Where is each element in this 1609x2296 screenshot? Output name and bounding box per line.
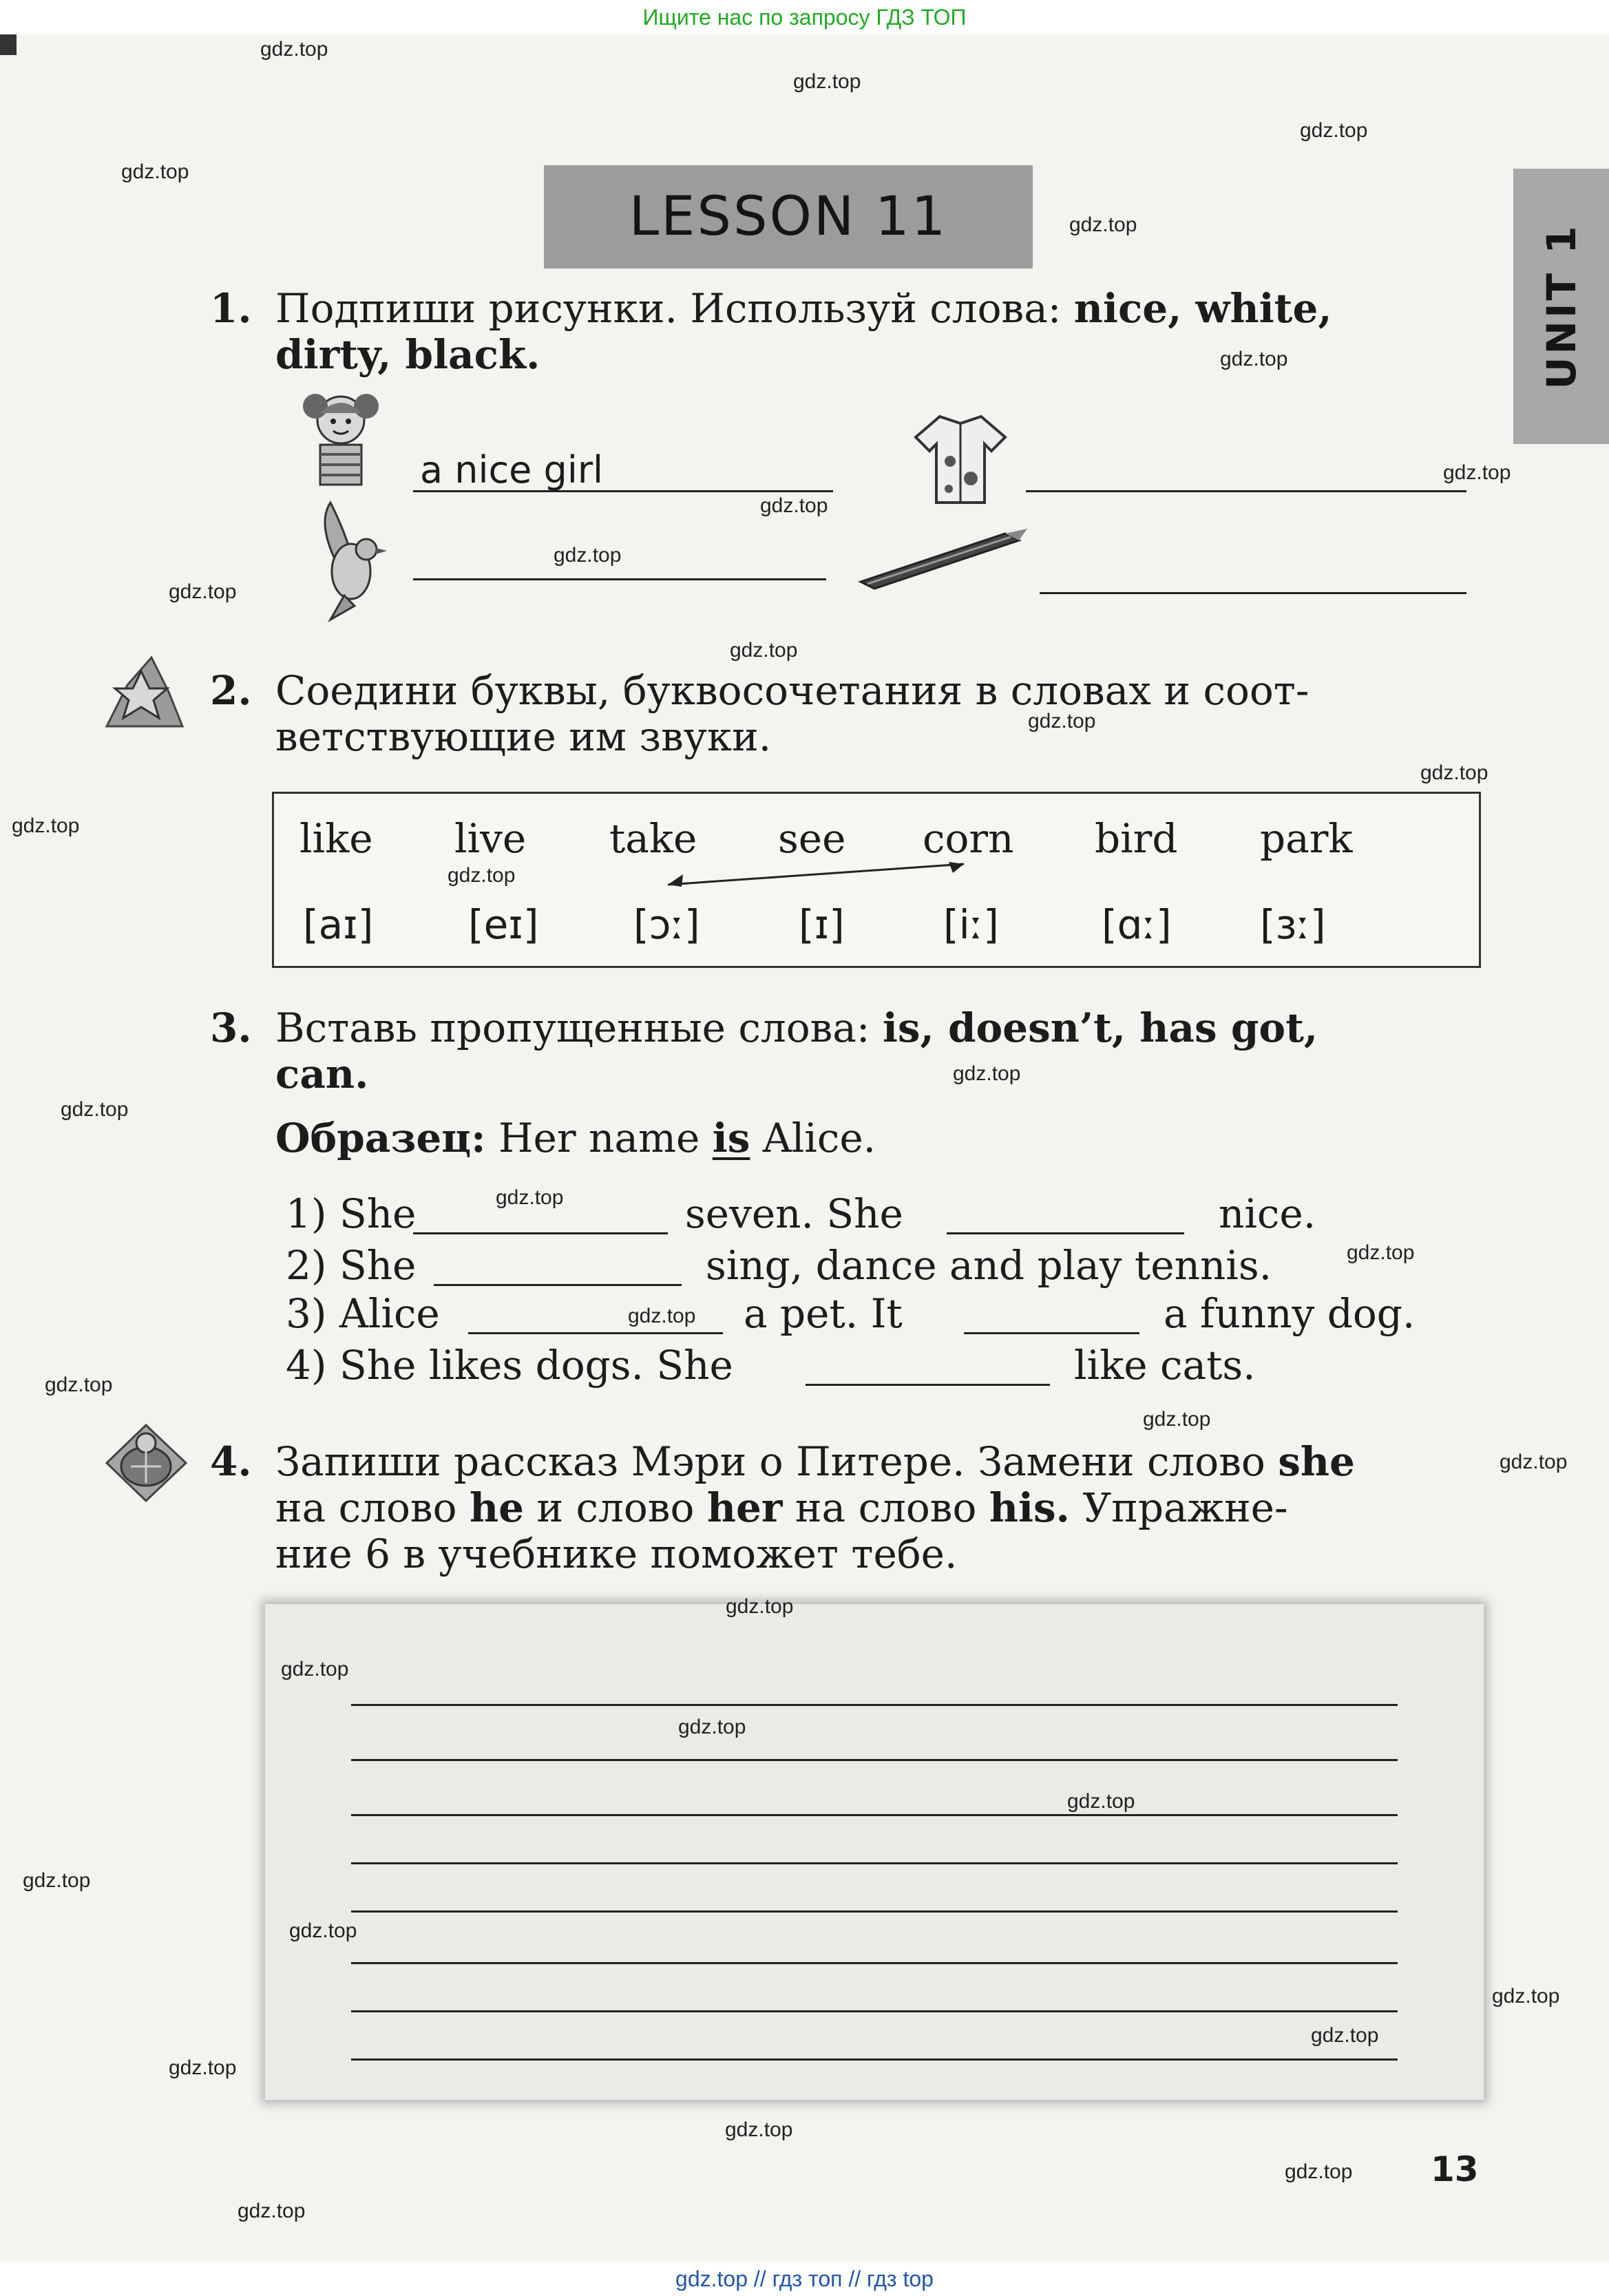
watermark[interactable]: gdz.top xyxy=(730,639,798,662)
watermark[interactable]: gdz.top xyxy=(628,1305,696,1327)
ex2-word-corn[interactable]: corn xyxy=(923,815,1014,862)
watermark[interactable]: gdz.top xyxy=(1300,119,1368,142)
watermark[interactable]: gdz.top xyxy=(1285,2160,1353,2183)
ex1-instruction: Подпиши рисунки. Используй слова: nice, white, xyxy=(275,285,1332,332)
watermark[interactable]: gdz.top xyxy=(793,70,861,93)
ex3-item2-b: sing, dance and play tennis. xyxy=(706,1242,1272,1289)
ex3-item3-b: a pet. It xyxy=(744,1290,903,1337)
ex3-item1-c: nice. xyxy=(1219,1190,1316,1237)
girl-icon xyxy=(289,386,392,489)
turtle-icon xyxy=(100,1418,193,1508)
ex2-instruction-line2: ветствующие им звуки. xyxy=(275,713,772,760)
ex4-line-5[interactable] xyxy=(351,1910,1398,1913)
watermark[interactable]: gdz.top xyxy=(169,2056,237,2079)
watermark[interactable]: gdz.top xyxy=(61,1098,129,1121)
page-number: 13 xyxy=(1431,2149,1479,2189)
ex2-word-park[interactable]: park xyxy=(1260,815,1353,862)
watermark[interactable]: gdz.top xyxy=(281,1658,349,1681)
ex2-sound-ai[interactable]: [aɪ] xyxy=(303,901,374,948)
ex4-line-4[interactable] xyxy=(351,1862,1398,1864)
watermark[interactable]: gdz.top xyxy=(1420,761,1489,784)
ex4-writing-area[interactable] xyxy=(265,1604,1484,2100)
ex2-sound-a-long[interactable]: [ɑː] xyxy=(1102,901,1172,948)
ex2-sound-i-short[interactable]: [ɪ] xyxy=(799,901,845,948)
watermark[interactable]: gdz.top xyxy=(1443,461,1511,484)
ex4-line-2[interactable] xyxy=(351,1759,1398,1761)
watermark[interactable]: gdz.top xyxy=(23,1869,91,1892)
ex1-answer-girl: a nice girl xyxy=(420,448,604,492)
ex4-instruction-line3: ние 6 в учебнике поможет тебе. xyxy=(275,1530,958,1577)
watermark[interactable]: gdz.top xyxy=(496,1186,564,1209)
watermark[interactable]: gdz.top xyxy=(678,1716,746,1738)
ex3-item1-blank1[interactable] xyxy=(413,1232,668,1234)
watermark[interactable]: gdz.top xyxy=(1347,1241,1415,1264)
ex3-item3-blank2[interactable] xyxy=(964,1332,1139,1334)
ex4-instruction-line2: на слово he и слово her на слово his. Упражне- xyxy=(275,1484,1288,1531)
pen-icon xyxy=(847,523,1033,592)
star-icon xyxy=(100,651,189,733)
ex3-item3-c: a funny dog. xyxy=(1164,1290,1416,1337)
page-edge xyxy=(0,34,17,55)
lesson-title: LESSON 11 xyxy=(629,186,948,248)
ex1-line-pen[interactable] xyxy=(1040,592,1466,594)
ex3-item2-blank1[interactable] xyxy=(434,1284,682,1286)
watermark[interactable]: gdz.top xyxy=(1311,2024,1379,2047)
ex2-sound-i-long[interactable]: [iː] xyxy=(943,901,999,948)
ex2-sound-er-long[interactable]: [ɜː] xyxy=(1260,901,1326,948)
ex2-word-see[interactable]: see xyxy=(778,815,846,862)
watermark[interactable]: gdz.top xyxy=(448,864,516,887)
dirty-shirt-icon xyxy=(909,406,1012,509)
ex1-line-bird[interactable] xyxy=(413,578,826,580)
watermark[interactable]: gdz.top xyxy=(726,1595,794,1618)
ex1-line-shirt[interactable] xyxy=(1026,490,1466,492)
watermark[interactable]: gdz.top xyxy=(289,1919,357,1942)
watermark[interactable]: gdz.top xyxy=(238,2200,306,2222)
ex4-line-1[interactable] xyxy=(351,1704,1398,1706)
ex3-words: can. xyxy=(275,1051,369,1097)
ex4-line-7[interactable] xyxy=(351,2010,1398,2012)
ex3-item3-blank1[interactable] xyxy=(468,1332,723,1334)
ex2-word-take[interactable]: take xyxy=(609,815,697,862)
top-banner[interactable]: Ищите нас по запросу ГДЗ ТОП xyxy=(0,0,1609,34)
bird-icon xyxy=(289,496,399,626)
ex3-sample: Образец: Her name is Alice. xyxy=(275,1115,876,1161)
ex3-item3-a: 3) Alice xyxy=(286,1290,440,1337)
ex2-number: 2. xyxy=(210,667,252,714)
ex4-line-8[interactable] xyxy=(351,2058,1398,2061)
bottom-banner[interactable]: gdz.top // гдз топ // гдз top xyxy=(0,2262,1609,2296)
ex2-word-bird[interactable]: bird xyxy=(1095,815,1178,862)
ex4-line-3[interactable] xyxy=(351,1814,1398,1816)
ex1-words: dirty, black. xyxy=(275,331,540,378)
ex4-instruction-line1: Запиши рассказ Мэри о Питере. Замени слово she xyxy=(275,1438,1355,1485)
watermark[interactable]: gdz.top xyxy=(260,38,328,61)
watermark[interactable]: gdz.top xyxy=(1143,1408,1211,1431)
watermark[interactable]: gdz.top xyxy=(953,1062,1021,1085)
watermark[interactable]: gdz.top xyxy=(1067,1790,1135,1813)
watermark[interactable]: gdz.top xyxy=(1028,710,1096,733)
ex2-sound-o-long[interactable]: [ɔː] xyxy=(633,901,700,948)
ex3-number: 3. xyxy=(210,1004,252,1051)
ex4-number: 4. xyxy=(210,1438,252,1485)
ex2-word-live[interactable]: live xyxy=(454,815,527,862)
watermark[interactable]: gdz.top xyxy=(1069,213,1137,236)
watermark[interactable]: gdz.top xyxy=(121,160,189,183)
watermark[interactable]: gdz.top xyxy=(1492,1985,1560,2008)
ex4-line-6[interactable] xyxy=(351,1962,1398,1964)
watermark[interactable]: gdz.top xyxy=(12,814,80,837)
ex3-item4-blank1[interactable] xyxy=(806,1384,1050,1386)
ex3-item4-b: like cats. xyxy=(1074,1342,1256,1389)
watermark[interactable]: gdz.top xyxy=(760,494,828,517)
watermark[interactable]: gdz.top xyxy=(45,1373,113,1396)
ex1-number: 1. xyxy=(210,285,252,332)
watermark[interactable]: gdz.top xyxy=(1220,348,1288,370)
ex3-item1-blank2[interactable] xyxy=(947,1232,1184,1234)
ex2-connect-arrow xyxy=(661,854,971,895)
ex3-item2-a: 2) She xyxy=(286,1242,417,1289)
ex2-instruction-line1: Соедини буквы, буквосочетания в словах и соот- xyxy=(275,667,1310,714)
ex1-line-girl[interactable] xyxy=(413,490,833,492)
watermark[interactable]: gdz.top xyxy=(725,2118,793,2141)
ex3-item1-a: 1) She xyxy=(286,1190,417,1237)
watermark[interactable]: gdz.top xyxy=(1500,1451,1568,1473)
ex2-sound-ei[interactable]: [eɪ] xyxy=(468,901,539,948)
ex2-word-like[interactable]: like xyxy=(299,815,373,862)
unit-tab-label: UNIT 1 xyxy=(1537,223,1585,390)
watermark[interactable]: gdz.top xyxy=(169,580,237,603)
ex3-item1-b: seven. She xyxy=(685,1190,903,1237)
watermark[interactable]: gdz.top xyxy=(554,544,622,567)
ex3-item4-a: 4) She likes dogs. She xyxy=(286,1342,733,1389)
ex3-instruction: Вставь пропущенные слова: is, doesn’t, has got, xyxy=(275,1004,1318,1051)
